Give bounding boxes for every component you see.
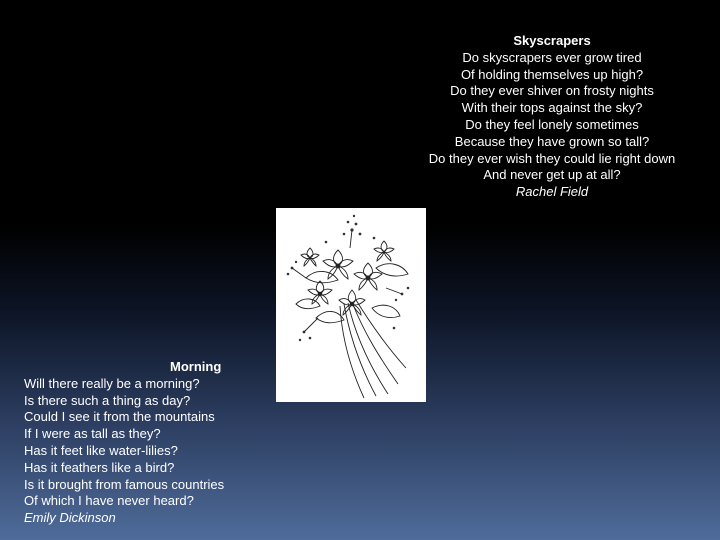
poem-line: Because they have grown so tall? — [454, 133, 650, 149]
poem-line: Of holding themselves up high? — [460, 66, 644, 82]
poem-morning — [24, 359, 284, 527]
poem-line: Is it brought from famous countries — [24, 476, 225, 492]
poem-line: With their tops against the sky? — [461, 100, 643, 116]
poem-line: Do they feel lonely sometimes — [465, 116, 639, 132]
poem-line: Will there really be a morning? — [24, 375, 200, 391]
poem-line: And never get up at all? — [483, 167, 621, 183]
poem-line: Could I see it from the mountains — [24, 409, 215, 425]
poem-line: Do skyscrapers ever grow tired — [462, 49, 642, 65]
poem-line: If I were as tall as they? — [24, 426, 161, 442]
poem-author: Emily Dickinson — [24, 510, 116, 526]
poem-line: Has it feathers like a bird? — [24, 459, 175, 475]
poem-skyscrapers — [400, 33, 704, 201]
poem-line: Is there such a thing as day? — [24, 392, 191, 408]
poem-title: Morning — [170, 359, 222, 374]
poem-title: Skyscrapers — [513, 33, 591, 48]
poem-line: Has it feet like water-lilies? — [24, 442, 178, 458]
poem-line: Do they ever shiver on frosty nights — [450, 83, 654, 99]
poem-line: Of which I have never heard? — [24, 493, 194, 509]
poem-line: Do they ever wish they could lie right down — [428, 150, 676, 166]
flower-bouquet-illustration — [276, 208, 426, 402]
poem-author: Rachel Field — [515, 184, 589, 200]
